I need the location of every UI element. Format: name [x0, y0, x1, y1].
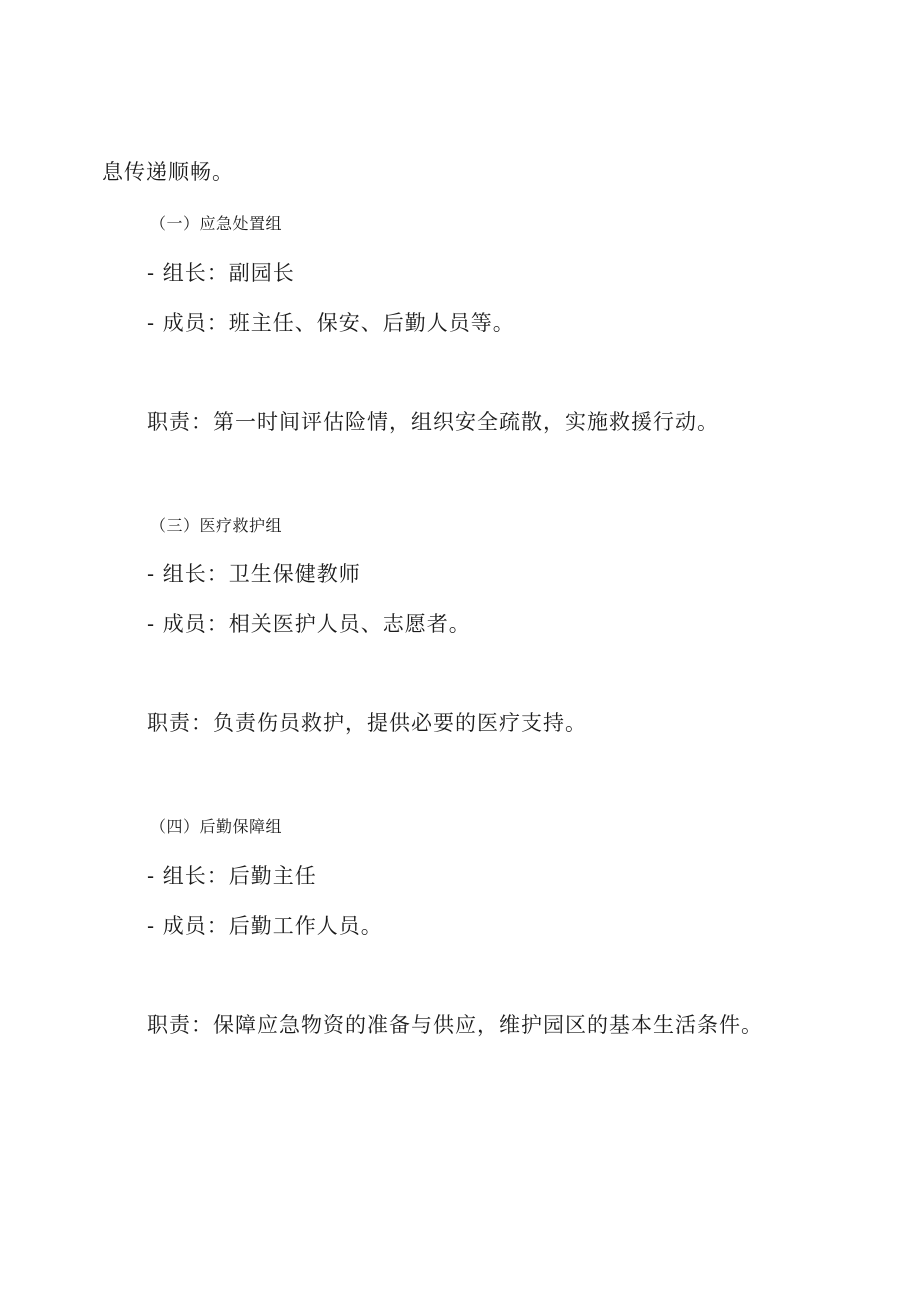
section-leader: - 组长：副园长	[147, 261, 295, 285]
intro-text-tail: 息传递顺畅。	[102, 160, 234, 184]
section-leader: - 组长：卫生保健教师	[147, 562, 361, 586]
section-heading: （四）后勤保障组	[150, 817, 283, 836]
section-duty: 职责：负责伤员救护，提供必要的医疗支持。	[147, 711, 587, 735]
section-duty: 职责：保障应急物资的准备与供应，维护园区的基本生活条件。	[147, 1013, 763, 1037]
section-heading: （一）应急处置组	[150, 214, 283, 233]
section-members: - 成员：班主任、保安、后勤人员等。	[147, 311, 515, 335]
section-duty: 职责：第一时间评估险情，组织安全疏散，实施救援行动。	[147, 410, 719, 434]
section-members: - 成员：后勤工作人员。	[147, 914, 383, 938]
section-leader: - 组长：后勤主任	[147, 864, 317, 888]
section-members: - 成员：相关医护人员、志愿者。	[147, 612, 471, 636]
section-heading: （三）医疗救护组	[150, 516, 283, 535]
